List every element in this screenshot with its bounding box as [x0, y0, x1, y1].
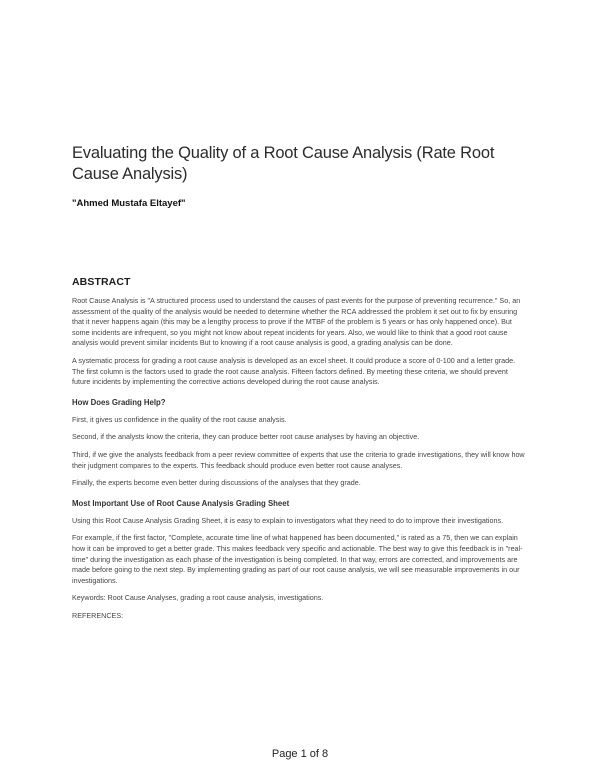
section-paragraph: First, it gives us confidence in the quality of the root cause analysis. — [72, 414, 287, 424]
section-heading-grading-sheet: Most Important Use of Root Cause Analysis Grading Sheet — [72, 498, 290, 508]
keywords-line: Keywords: Root Cause Analyses, grading a root cause analysis, investigations. — [72, 593, 324, 603]
page-content — [72, 143, 526, 628]
references-heading: REFERENCES: — [72, 610, 124, 620]
author-name: "Ahmed Mustafa Eltayef" — [72, 198, 186, 209]
section-paragraph: For example, if the first factor, "Complete, accurate time line of what happened has been documented," is rated as a 75, then we can explain how it can be improved to get a better grade. This makes feedback very specific and actionable. The best way to give this feedback is in "real-time" during the investigation as each phase of the investigation is being completed. In that way, errors are corrected, and improvements are made before going to the next step. By implementing grading as part of our root cause analysis, we will see measurable improvements in our investigations. — [72, 533, 523, 585]
section-paragraph: Third, if we give the analysts feedback from a peer review committee of experts that use the criteria to grade investigations, they will know how their judgment compares to the experts. This feedback should produce even better root cause analyses. — [72, 449, 525, 470]
abstract-paragraph: Root Cause Analysis is "A structured process used to understand the causes of past events for the purpose of preventing recurrence." So, an assessment of the quality of the analysis would be needed to determine whether the RCA addressed the problem it set out to fix by ensuring that it never happens again (this may be a lengthy process to prove if the MTBF of the problem is 5 years or has only happened once). But some incidents are infrequent, so you might not know about repeat incidents for years. Also, we would like to think that a good root cause analysis would prevent similar incidents But to knowing if a root cause analysis is good, a grading analysis can be done. — [72, 296, 521, 348]
section-paragraph: Using this Root Cause Analysis Grading Sheet, it is easy to explain to investigators what they need to do to improve their investigations. — [72, 515, 504, 525]
abstract-paragraph: A systematic process for grading a root cause analysis is developed as an excel sheet. It could produce a score of 0-100 and a letter grade. The first column is the factors used to grade the root cause analysis. Fifteen factors defined. By meeting these criteria, we should prevent future incidents by implementing the corrective actions developed during the root cause analysis. — [72, 355, 516, 387]
section-paragraph: Second, if the analysts know the criteria, they can produce better root cause analyses by having an objective. — [72, 432, 420, 442]
section-heading-grading-help: How Does Grading Help? — [72, 397, 166, 407]
page-number: Page 1 of 8 — [271, 748, 329, 760]
section-paragraph: Finally, the experts become even better during discussions of the analyses that they grade. — [72, 478, 361, 488]
abstract-heading: ABSTRACT — [72, 276, 131, 288]
paper-title: Evaluating the Quality of a Root Cause Analysis (Rate Root Cause Analysis) — [72, 144, 495, 183]
